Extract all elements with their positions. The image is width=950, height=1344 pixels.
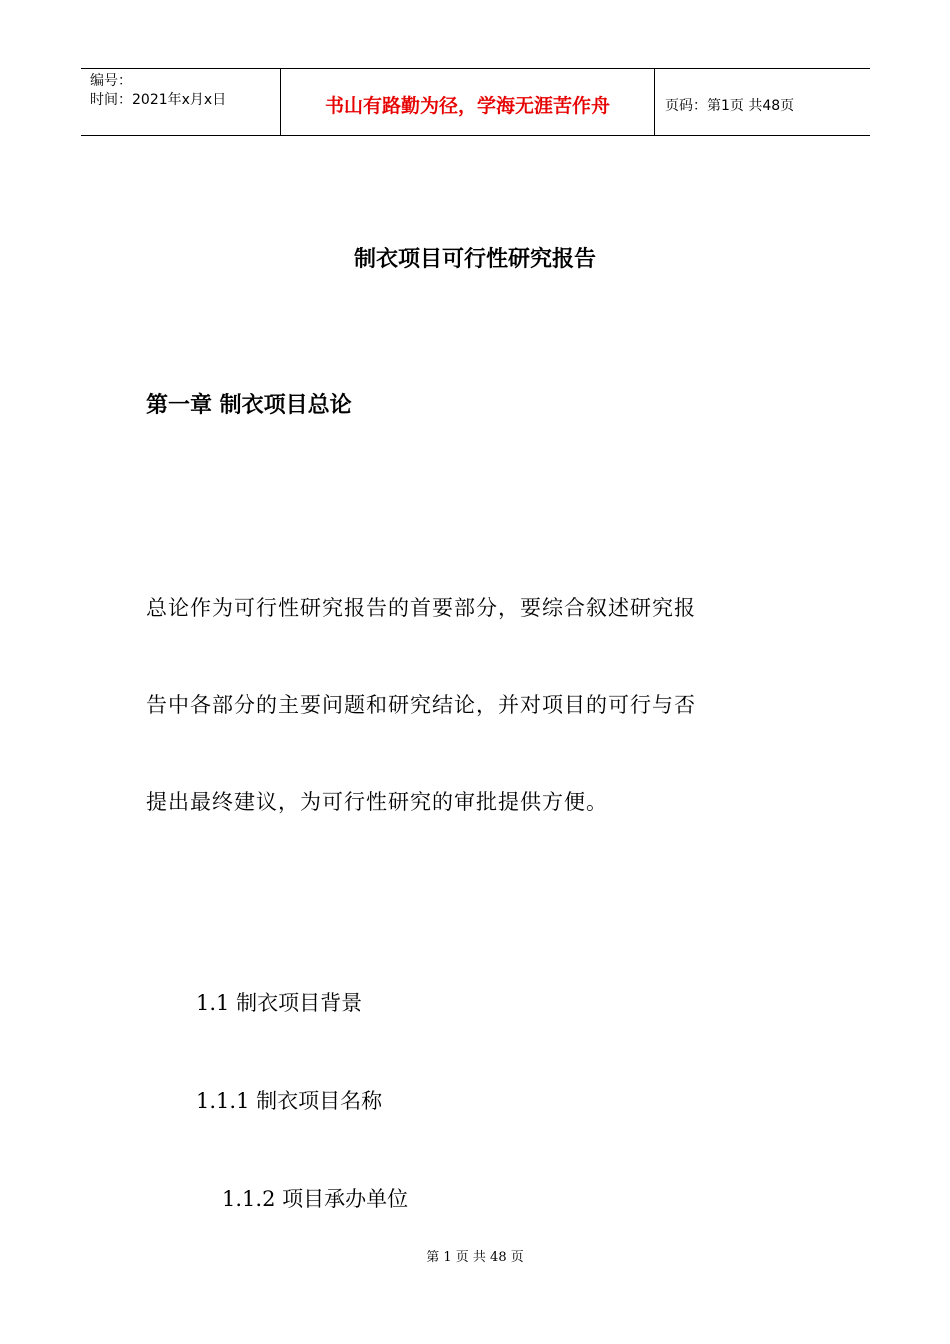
header-middle-cell [281, 69, 655, 135]
time-label: 时间：2021年x月x日 [90, 92, 227, 108]
document-title: 制衣项目可行性研究报告 [353, 246, 596, 272]
page-info: 页码：第1页 共48页 [665, 98, 795, 114]
header-left-cell [81, 69, 281, 135]
paragraph-line-3: 提出最终建议，为可行性研究的审批提供方便。 [146, 790, 608, 814]
number-label: 编号： [90, 73, 132, 89]
section-heading-1-1-1: 1.1.1 制衣项目名称 [196, 1089, 383, 1113]
paragraph-line-2: 告中各部分的主要问题和研究结论，并对项目的可行与否 [146, 693, 696, 717]
chapter-title: 第一章 制衣项目总论 [146, 392, 352, 418]
header-table [81, 68, 870, 136]
section-heading-1-1: 1.1 制衣项目背景 [196, 991, 363, 1015]
header-right-cell [655, 69, 870, 135]
motto: 书山有路勤为径，学海无涯苦作舟 [324, 95, 610, 117]
section-heading-1-1-2: 1.1.2 项目承办单位 [222, 1187, 409, 1211]
page-footer: 第 1 页 共 48 页 [426, 1250, 524, 1265]
paragraph-line-1: 总论作为可行性研究报告的首要部分，要综合叙述研究报 [146, 596, 696, 620]
